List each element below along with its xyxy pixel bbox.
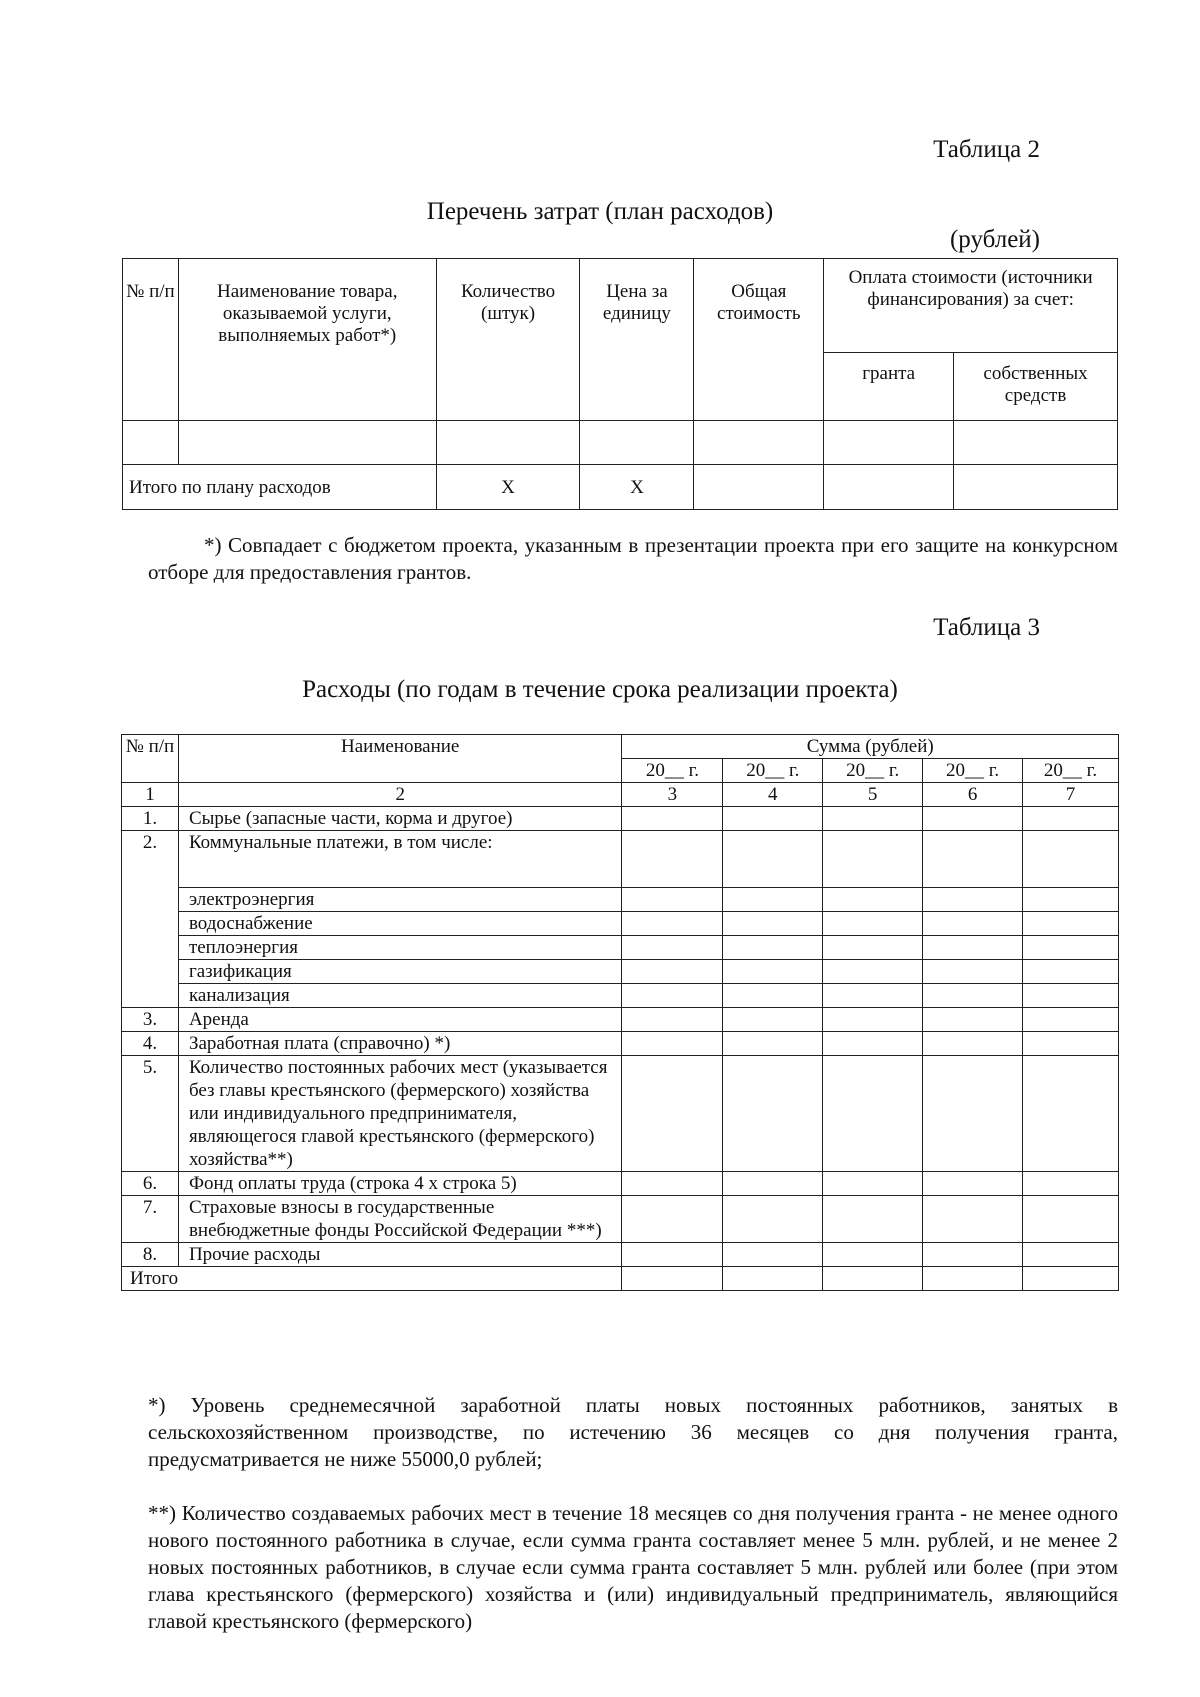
row-name: теплоэнергия: [178, 936, 622, 960]
table-row: [122, 936, 1119, 960]
header-unit-price: Цена за единицу: [580, 259, 694, 421]
row-name: Прочие расходы: [178, 1243, 622, 1267]
note-salary: *) Уровень среднемесячной заработной платы новых постоянных работников, занятых в сельскохозяйственном производстве, по истечению 36 месяцев со дня получения гранта, предусматривается не ниже 55000,0 рублей;: [148, 1393, 1118, 1471]
row-num: 3.: [122, 1008, 179, 1032]
header-payment-sources: Оплата стоимости (источники финансирования) за счет:: [824, 259, 1118, 353]
table-row: [122, 1172, 1119, 1196]
row-name: канализация: [178, 984, 622, 1008]
expenses-by-year-table: [121, 734, 1119, 1291]
row-name: Коммунальные платежи, в том числе:: [178, 831, 622, 888]
total-qty-x: Х: [436, 465, 580, 510]
row-num: 2.: [122, 831, 179, 1008]
table-row: [122, 888, 1119, 912]
note-jobs: **) Количество создаваемых рабочих мест в течение 18 месяцев со дня получения гранта - не менее одного нового постоянного работника в случае, если сумма гранта составляет менее 5 млн. рублей, и не менее 2 новых постоянных работников, в случае если сумма гранта составляет 5 млн. рублей или более (при этом глава крестьянского (фермерского) хозяйства и (или) индивидуальный предприниматель, являющийся главой крестьянского (фермерского): [148, 1501, 1118, 1633]
row-name: электроэнергия: [178, 888, 622, 912]
header-item-name: Наименование товара, оказываемой услуги, выполняемых работ*): [178, 259, 436, 421]
header-year: 20__ г.: [1023, 759, 1119, 783]
column-number: 2: [178, 783, 622, 807]
table-row: [123, 421, 1118, 465]
row-name: водоснабжение: [178, 912, 622, 936]
total-row: [122, 1267, 1119, 1291]
table-row: [122, 831, 1119, 888]
table-row: [122, 912, 1119, 936]
row-num: 4.: [122, 1032, 179, 1056]
row-name: Количество постоянных рабочих мест (указывается без главы крестьянского (фермерского) хозяйства или индивидуального предпринимателя, являющегося главой крестьянского (фермерского) хозяйства**): [178, 1056, 622, 1172]
row-num: 5.: [122, 1056, 179, 1172]
table3-label: Таблица 3: [933, 614, 1040, 641]
header-num: № п/п: [123, 259, 179, 421]
table2-label: Таблица 2: [933, 136, 1040, 163]
table-row: [122, 1196, 1119, 1243]
row-num: 7.: [122, 1196, 179, 1243]
row-num: 8.: [122, 1243, 179, 1267]
row-name: Фонд оплаты труда (строка 4 х строка 5): [178, 1172, 622, 1196]
header-own-funds: собственных средств: [954, 353, 1118, 421]
table2-unit: (рублей): [949, 226, 1040, 253]
row-name: Аренда: [178, 1008, 622, 1032]
table-row: [122, 1056, 1119, 1172]
column-number: 5: [823, 783, 923, 807]
table2-title: Перечень затрат (план расходов): [426, 198, 774, 225]
row-name: газификация: [178, 960, 622, 984]
total-row: [123, 465, 1118, 510]
cost-plan-table: [122, 258, 1118, 510]
row-name: Страховые взносы в государственные внебюджетные фонды Российской Федерации ***): [178, 1196, 622, 1243]
header-quantity: Количество (штук): [436, 259, 580, 421]
row-num: 1.: [122, 807, 179, 831]
table-row: [122, 1008, 1119, 1032]
header-year: 20__ г.: [923, 759, 1023, 783]
column-number: 4: [723, 783, 823, 807]
row-name: Сырье (запасные части, корма и другое): [178, 807, 622, 831]
column-number: 7: [1023, 783, 1119, 807]
header-grant: гранта: [824, 353, 954, 421]
column-number: 6: [923, 783, 1023, 807]
header-sum: Сумма (рублей): [622, 735, 1119, 759]
header-year: 20__ г.: [622, 759, 723, 783]
row-name: Заработная плата (справочно) *): [178, 1032, 622, 1056]
header-num: № п/п: [122, 735, 179, 783]
table2-footnote: *) Совпадает с бюджетом проекта, указанным в презентации проекта при его защите на конкурсном отборе для предоставления грантов.: [148, 533, 1118, 584]
row-num: 6.: [122, 1172, 179, 1196]
table-row: [122, 807, 1119, 831]
column-number: 1: [122, 783, 179, 807]
header-name: Наименование: [178, 735, 622, 783]
table-row: [122, 1243, 1119, 1267]
total-label: Итого: [122, 1267, 622, 1291]
total-price-x: Х: [580, 465, 694, 510]
table-row: [122, 984, 1119, 1008]
header-year: 20__ г.: [823, 759, 923, 783]
header-total-cost: Общая стоимость: [694, 259, 824, 421]
column-number: 3: [622, 783, 723, 807]
header-year: 20__ г.: [723, 759, 823, 783]
table-row: [122, 1032, 1119, 1056]
table3-title: Расходы (по годам в течение срока реализации проекта): [302, 676, 898, 703]
table-row: [122, 960, 1119, 984]
total-label: Итого по плану расходов: [123, 465, 437, 510]
